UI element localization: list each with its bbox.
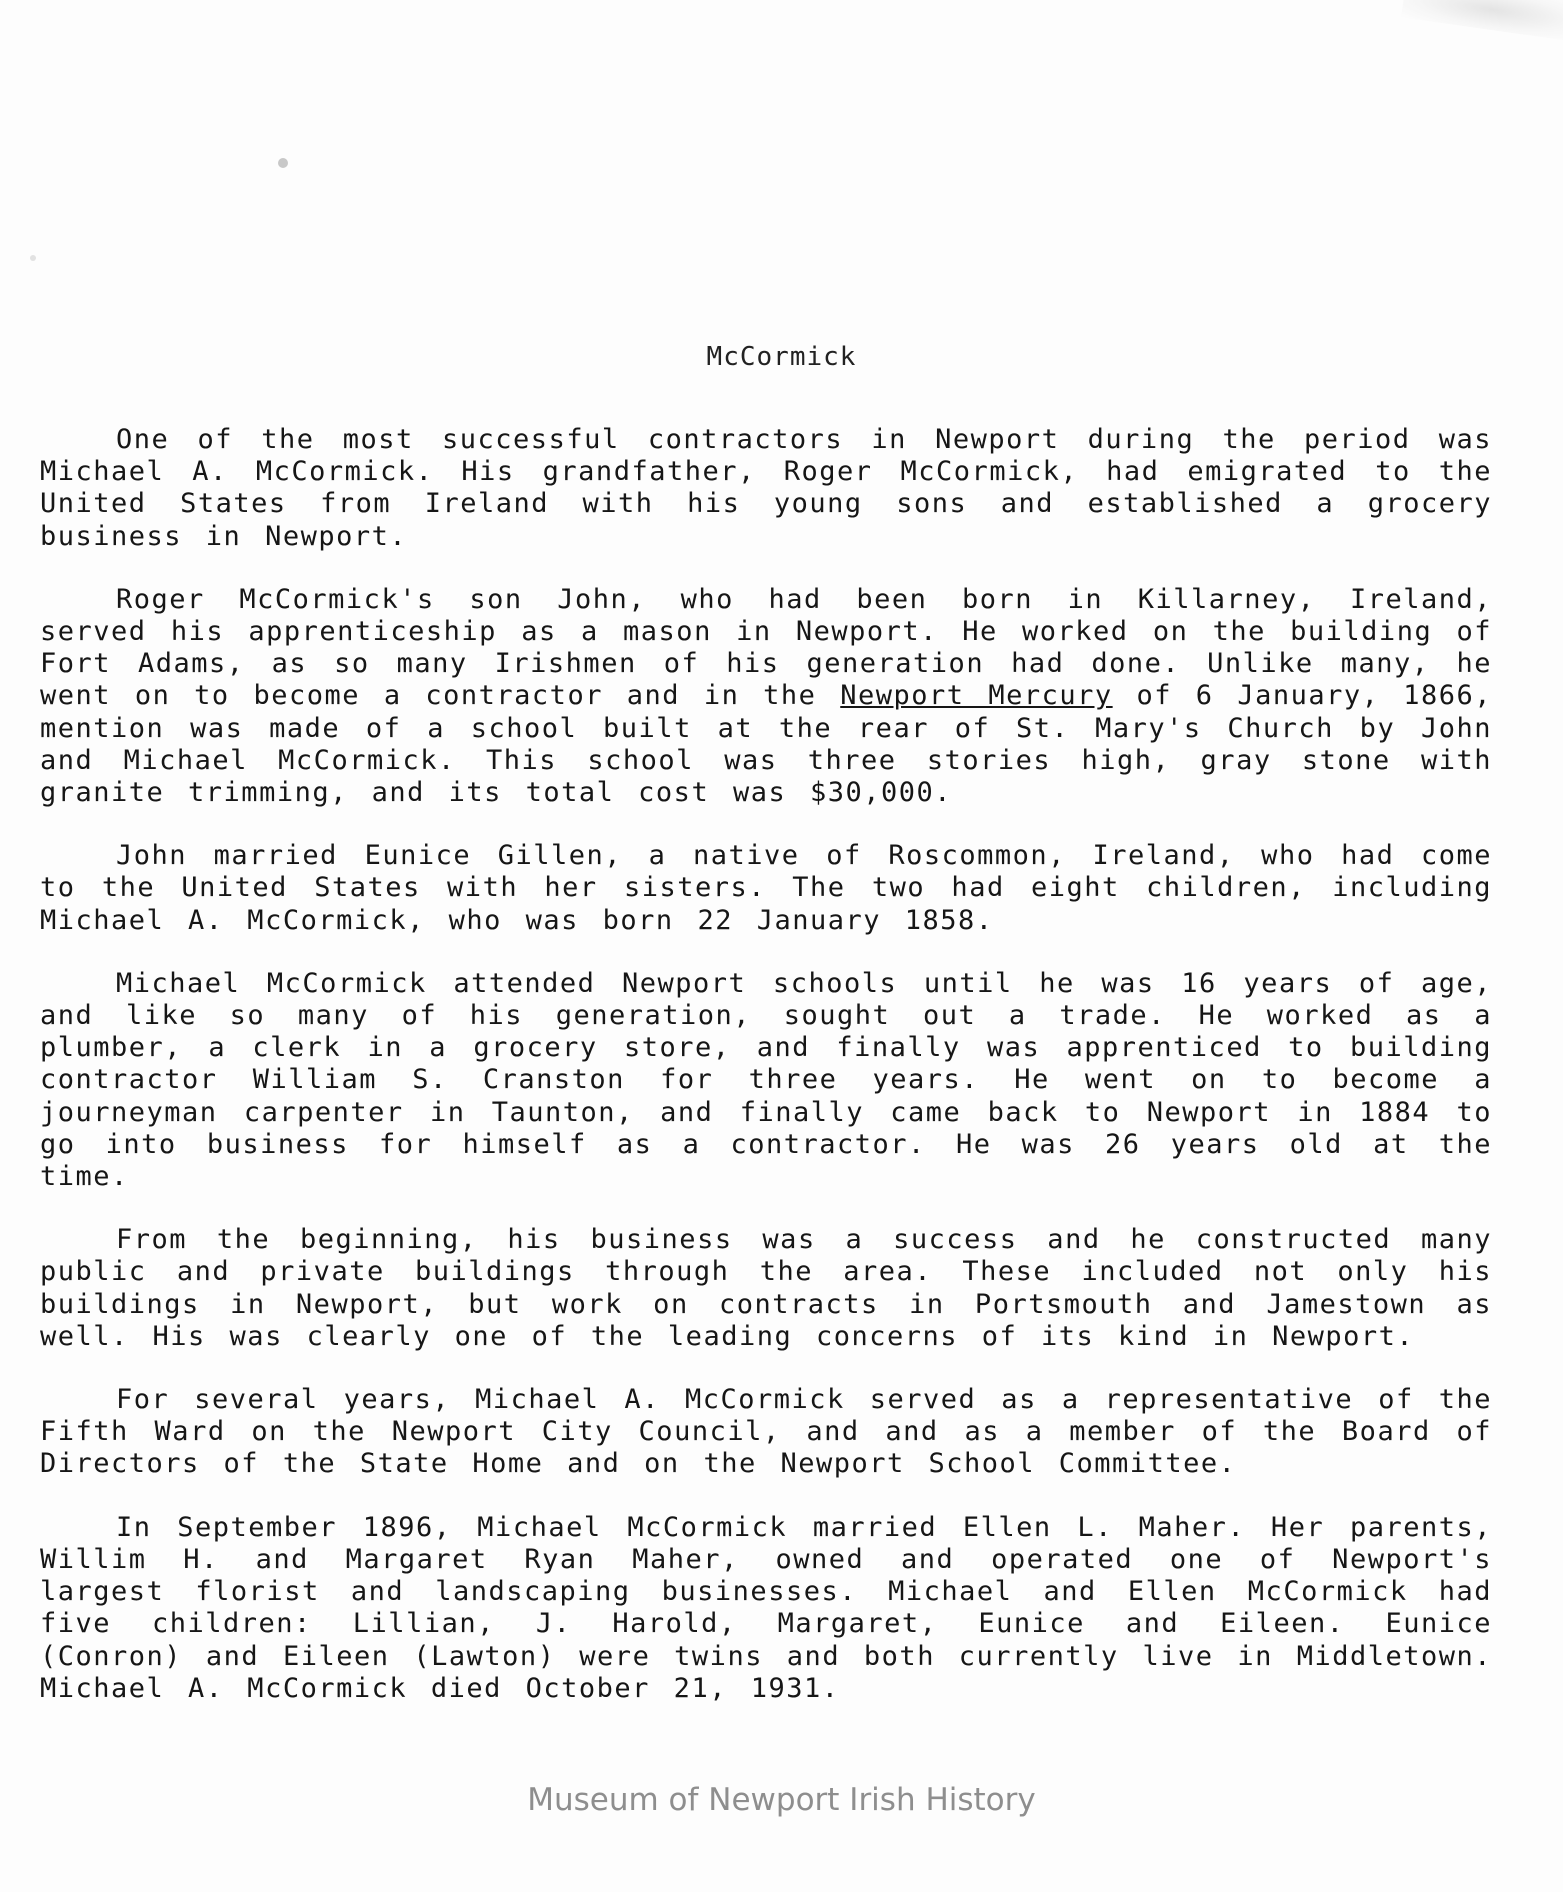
- document-body: [40, 424, 1492, 1736]
- paragraph-6: For several years, Michael A. McCormick served as a representative of the Fifth Ward on the Newport City Council, and and as a member of the Board of Directors of the State Home and on the Newport School Committee.: [40, 1384, 1492, 1480]
- paragraph-2: [40, 584, 1492, 809]
- paragraph-1: One of the most successful contractors in Newport during the period was Michael A. McCormick. His grandfather, Roger McCormick, had emigrated to the United States from Ireland with his young sons and established a grocery business in Newport.: [40, 424, 1492, 552]
- scan-smudge: [1401, 0, 1563, 42]
- document-title: McCormick: [706, 342, 857, 372]
- scan-speck: [30, 255, 36, 261]
- watermark-text: Museum of Newport Irish History: [527, 1782, 1036, 1818]
- newspaper-title: Newport Mercury: [840, 680, 1113, 712]
- paragraph-2-after: of 6 January, 1866, mention was made of a school built at the rear of St. Mary's Church by John and Michael McCormick. This school was three stories high, gray stone with granite trimming, and its total cost was $30,000.: [40, 680, 1492, 809]
- paragraph-5: From the beginning, his business was a success and he constructed many public and private buildings through the area. These included not only his buildings in Newport, but work on contracts in Portsmouth and Jamestown as well. His was clearly one of the leading concerns of its kind in Newport.: [40, 1224, 1492, 1352]
- scan-speck: [278, 158, 288, 168]
- paragraph-7: In September 1896, Michael McCormick married Ellen L. Maher. Her parents, Willim H. and Margaret Ryan Maher, owned and operated one of Newport's largest florist and landscaping businesses. Michael and Ellen McCormick had five children: Lillian, J. Harold, Margaret, Eunice and Eileen. Eunice (Conron) and Eileen (Lawton) were twins and both currently live in Middletown. Michael A. McCormick died October 21, 1931.: [40, 1511, 1492, 1704]
- paragraph-2-before: Roger McCormick's son John, who had been born in Killarney, Ireland, served his apprenticeship as a mason in Newport. He worked on the building of Fort Adams, as so many Irishmen of his generation had done. Unlike many, he went on to become a contractor and in the: [40, 583, 1492, 712]
- paragraph-3: John married Eunice Gillen, a native of Roscommon, Ireland, who had come to the United States with her sisters. The two had eight children, including Michael A. McCormick, who was born 22 January 1858.: [40, 840, 1492, 936]
- paragraph-4: Michael McCormick attended Newport schools until he was 16 years of age, and like so many of his generation, sought out a trade. He worked as a plumber, a clerk in a grocery store, and finally was apprenticed to building contractor William S. Cranston for three years. He went on to become a journeyman carpenter in Taunton, and finally came back to Newport in 1884 to go into business for himself as a contractor. He was 26 years old at the time.: [40, 967, 1492, 1193]
